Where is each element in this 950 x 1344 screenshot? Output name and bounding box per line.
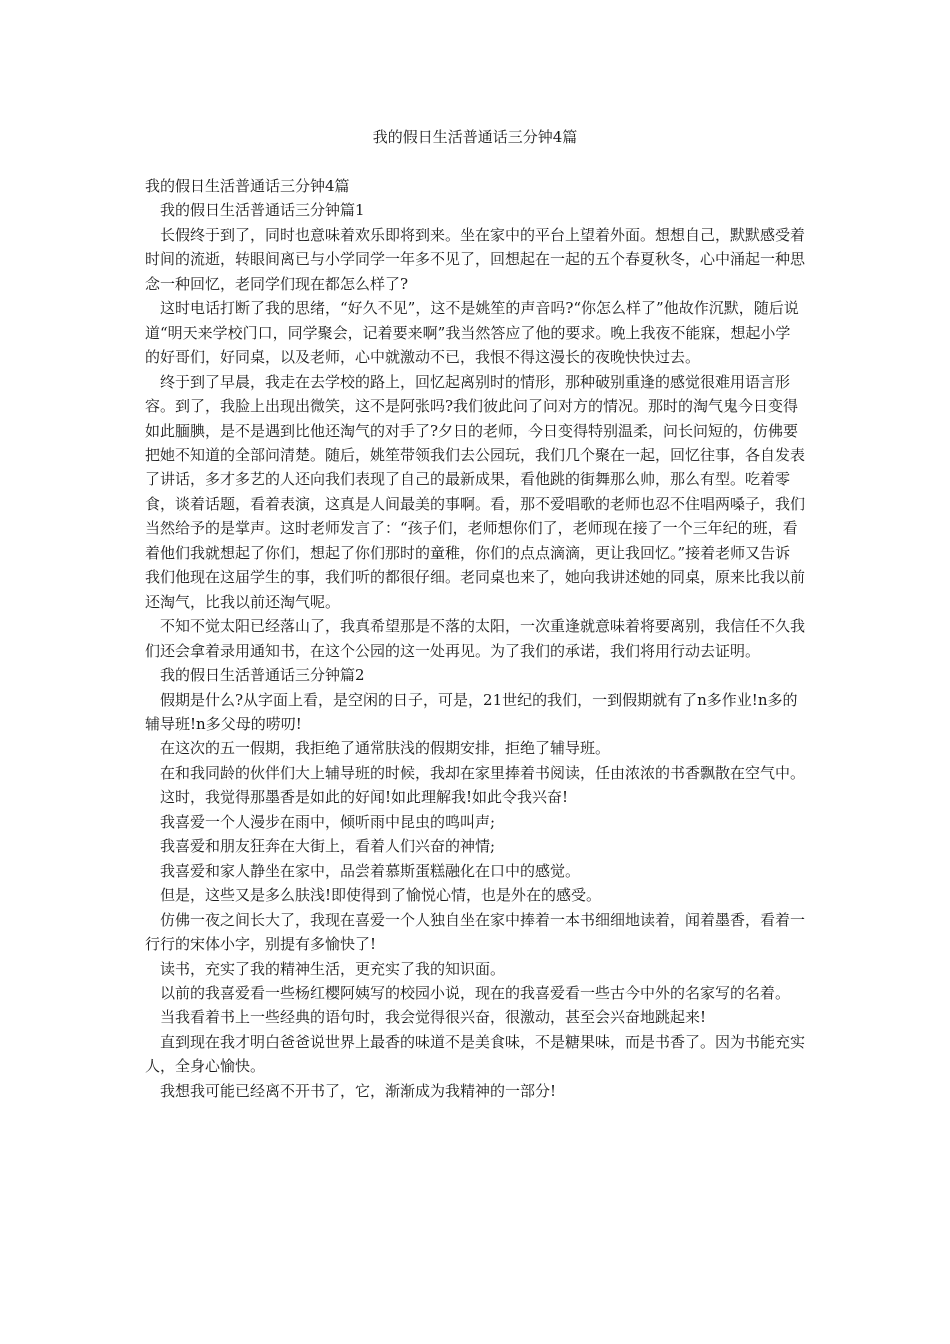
paragraph: 这时，我觉得那墨香是如此的好闻!如此理解我!如此令我兴奋!	[145, 788, 569, 807]
paragraph: 在这次的五一假期，我拒绝了通常肤浅的假期安排，拒绝了辅导班。	[145, 739, 611, 758]
paragraph: 这时电话打断了我的思绪，“好久不见”，这不是姚笙的声音吗?“你怎么样了”他故作沉默，随后说道“明天来学校门口，同学聚会，记着要来啊”我当然答应了他的要求。晚上我夜不能寐，想起小学的好哥们，好同桌，以及老师，心中就激动不已，我恨不得这漫长的夜晚快快过去。	[145, 299, 799, 367]
paragraph: 终于到了早晨，我走在去学校的路上，回忆起离别时的情形，那种破别重逢的感觉很难用语言形容。到了，我脸上出现出微笑，这不是阿张吗?我们彼此问了问对方的情况。那时的淘气鬼今日变得如此腼腆，是不是遇到比他还淘气的对手了?夕日的老师，今日变得特别温柔，问长问短的，仿佛要把她不知道的全部问清楚。随后，姚笙带领我们去公园玩，我们几个聚在一起，回忆往事，各自发表了讲话，多才多艺的人还向我们表现了自己的最新成果，看他跳的街舞那么帅，那么有型。吃着零食，谈着话题，看着表演，这真是人间最美的事啊。看，那不爱唱歌的老师也忍不住唱两嗓子，我们当然给予的是掌声。这时老师发言了：“孩子们，老师想你们了，老师现在接了一个三年纪的班，看着他们我就想起了你们，想起了你们那时的童稚，你们的点点滴滴，更让我回忆。”接着老师又告诉我们他现在这届学生的事，我们听的都很仔细。老同桌也来了，她向我讲述她的同桌，原来比我以前还淘气，比我以前还淘气呢。	[145, 372, 806, 611]
document-title: 我的假日生活普通话三分钟4篇	[372, 128, 578, 146]
body-heading: 我的假日生活普通话三分钟4篇	[145, 177, 350, 195]
paragraph: 以前的我喜爱看一些杨红樱阿姨写的校园小说，现在的我喜爱看一些古今中外的名家写的名着。	[145, 983, 791, 1002]
section-heading-1: 我的假日生活普通话三分钟篇1	[145, 201, 365, 220]
document-body	[145, 174, 805, 1103]
paragraph: 我喜爱一个人漫步在雨中，倾听雨中昆虫的鸣叫声;	[145, 812, 496, 831]
paragraph: 读书，充实了我的精神生活，更充实了我的知识面。	[145, 959, 506, 978]
section-heading-2: 我的假日生活普通话三分钟篇2	[145, 666, 365, 685]
paragraph: 在和我同龄的伙伴们大上辅导班的时候，我却在家里捧着书阅读，任由浓浓的书香飘散在空气中。	[145, 763, 806, 782]
paragraph: 当我看着书上一些经典的语句时，我会觉得很兴奋，很激动，甚至会兴奋地跳起来!	[145, 1008, 707, 1027]
paragraph: 但是，这些又是多么肤浅!即使得到了愉悦心情，也是外在的感受。	[145, 886, 602, 905]
paragraph: 我想我可能已经离不开书了，它，渐渐成为我精神的一部分!	[145, 1081, 557, 1100]
paragraph: 直到现在我才明白爸爸说世界上最香的味道不是美食味，不是糖果味，而是书香了。因为书能充实人，全身心愉快。	[145, 1032, 806, 1076]
paragraph: 我喜爱和朋友狂奔在大街上，看着人们兴奋的神情;	[145, 837, 496, 856]
paragraph: 仿佛一夜之间长大了，我现在喜爱一个人独自坐在家中捧着一本书细细地读着，闻着墨香，看着一行行的宋体小字，别提有多愉快了!	[145, 910, 806, 954]
paragraph: 我喜爱和家人静坐在家中，品尝着慕斯蛋糕融化在口中的感觉。	[145, 861, 581, 880]
paragraph: 假期是什么?从字面上看，是空闲的日子，可是，21世纪的我们，一到假期就有了n多作业!n多的辅导班!n多父母的唠叨!	[145, 690, 798, 733]
paragraph: 不知不觉太阳已经落山了，我真希望那是不落的太阳，一次重逢就意味着将要离别，我信任不久我们还会拿着录用通知书，在这个公园的这一处再见。为了我们的承诺，我们将用行动去证明。	[145, 617, 806, 660]
paragraph: 长假终于到了，同时也意味着欢乐即将到来。坐在家中的平台上望着外面。想想自己，默默感受着时间的流逝，转眼间离已与小学同学一年多不见了，回想起在一起的五个春夏秋冬，心中涌起一种思念一种回忆，老同学们现在都怎么样了?	[145, 225, 806, 293]
